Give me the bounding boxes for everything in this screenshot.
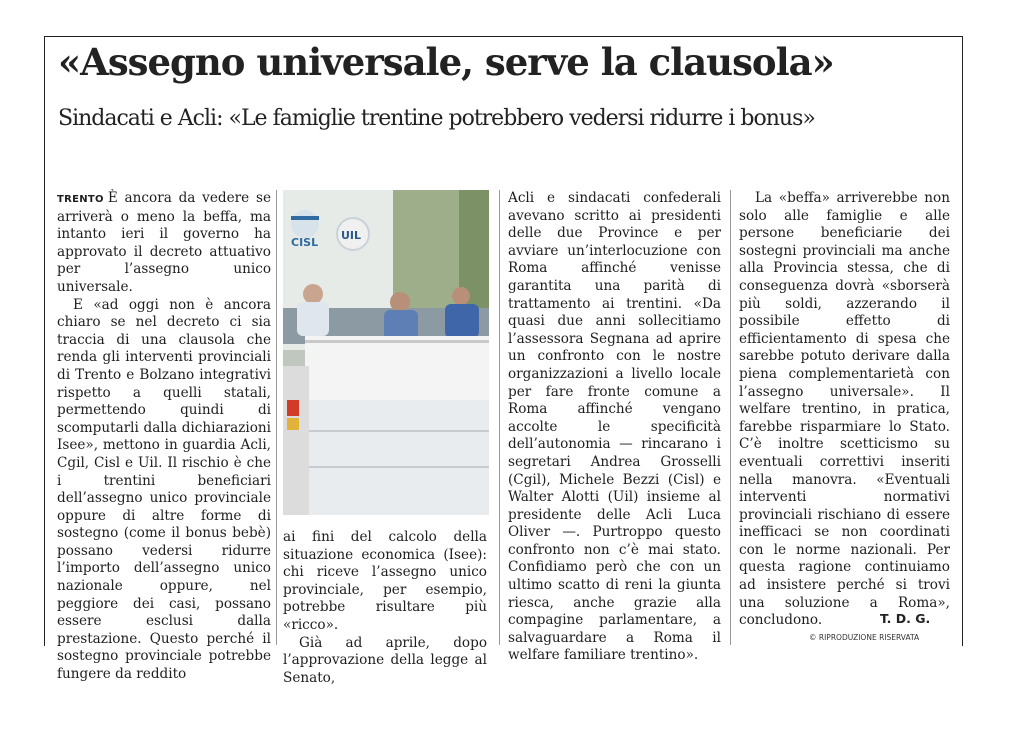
column-divider	[730, 190, 731, 645]
press-conference-photo	[283, 190, 489, 515]
paragraph: La «beffa» arriverebbe non solo alle famiglie e alle persone beneficiarie dei sostegni provinciali ma anche alla Provincia stessa, che di conseguenza dovrà «sborserà più soldi, azzerando il possibile effetto di efficientamento di spesa che sarebbe potuto derivare dalla piena complementarietà con l’assegno universale». Il welfare trentino, in pratica, farebbe risparmiare lo Stato. C’è inoltre scetticismo su eventuali correttivi inseriti nella manovra. «Eventuali interventi normativi provinciali rischiano di essere inefficaci se non coordinati con le norme nazionali. Per questa ragione continuiamo ad insistere perché si trovi una soluzione a Roma», concludono.	[739, 190, 950, 629]
right-border	[962, 36, 963, 646]
cisl-logo: CISL	[291, 236, 319, 249]
column-1	[57, 190, 271, 684]
uil-logo: UIL	[341, 229, 362, 242]
column-4	[739, 190, 950, 630]
paragraph: Già ad aprile, dopo l’approvazione della legge al Senato,	[283, 634, 487, 686]
column-divider	[276, 190, 277, 645]
dateline: TRENTO	[57, 194, 104, 205]
paragraph: TRENTO È ancora da vedere se arriverà o meno la beffa, ma intanto ieri il governo ha approvato il decreto attuativo per l’assegno unico universale.	[57, 190, 271, 295]
copyright-notice: © RIPRODUZIONE RISERVATA	[809, 633, 920, 642]
subheadline: Sindacati e Acli: «Le famiglie trentine potrebbero vedersi ridurre i bonus»	[58, 106, 815, 131]
column-3	[508, 190, 721, 665]
column-divider	[499, 190, 500, 645]
top-rule	[44, 36, 963, 37]
paragraph: ai fini del calcolo della situazione economica (Isee): chi riceve l’assegno unico provinciale, per esempio, potrebbe risultare più «ricco».	[283, 529, 487, 633]
paragraph: E «ad oggi non è ancora chiaro se nel decreto ci sia traccia di una clausola che renda gli interventi provinciali di Trento e Bolzano integrativi rispetto a quelli statali, permettendo quindi di scomputarli dalla dichiarazioni Isee», mettono in guardia Acli, Cgil, Cisl e Uil. Il rischio è che i trentini beneficiari dell’assegno unico provinciale oppure di altre forme di sostegno (come il bonus bebè) possano vedersi ridurre l’importo dell’assegno unico nazionale oppure, nel peggiore dei casi, possano essere esclusi dalla prestazione. Questo perché il sostegno provinciale potrebbe fungere da reddito	[57, 296, 271, 683]
paragraph: Acli e sindacati confederali avevano scritto ai presidenti delle due Province e per avviare un’interlocuzione con Roma affinché venisse garantita una parità di trattamento ai trentini. «Da quasi due anni sollecitiamo l’assessora Segnana ad aprire un confronto con le nostre organizzazioni a livello locale per fare fronte comune a Roma affinché vengano accolte le specificità dell’autonomia — rincarano i segretari Andrea Grosselli (Cgil), Michele Bezzi (Cisl) e Walter Alotti (Uil) insieme al presidente delle Acli Luca Oliver —. Purtroppo questo confronto non c’è mai stato. Confidiamo però che con un ultimo scatto di reni la giunta riesca, anche grazie alla compagine parlamentare, a salvaguardare a Roma il welfare familiare trentino».	[508, 190, 721, 664]
column-2	[283, 529, 487, 687]
headline: «Assegno universale, serve la clausola»	[58, 40, 834, 84]
author-signature: T. D. G.	[880, 611, 931, 626]
left-border	[44, 36, 45, 646]
